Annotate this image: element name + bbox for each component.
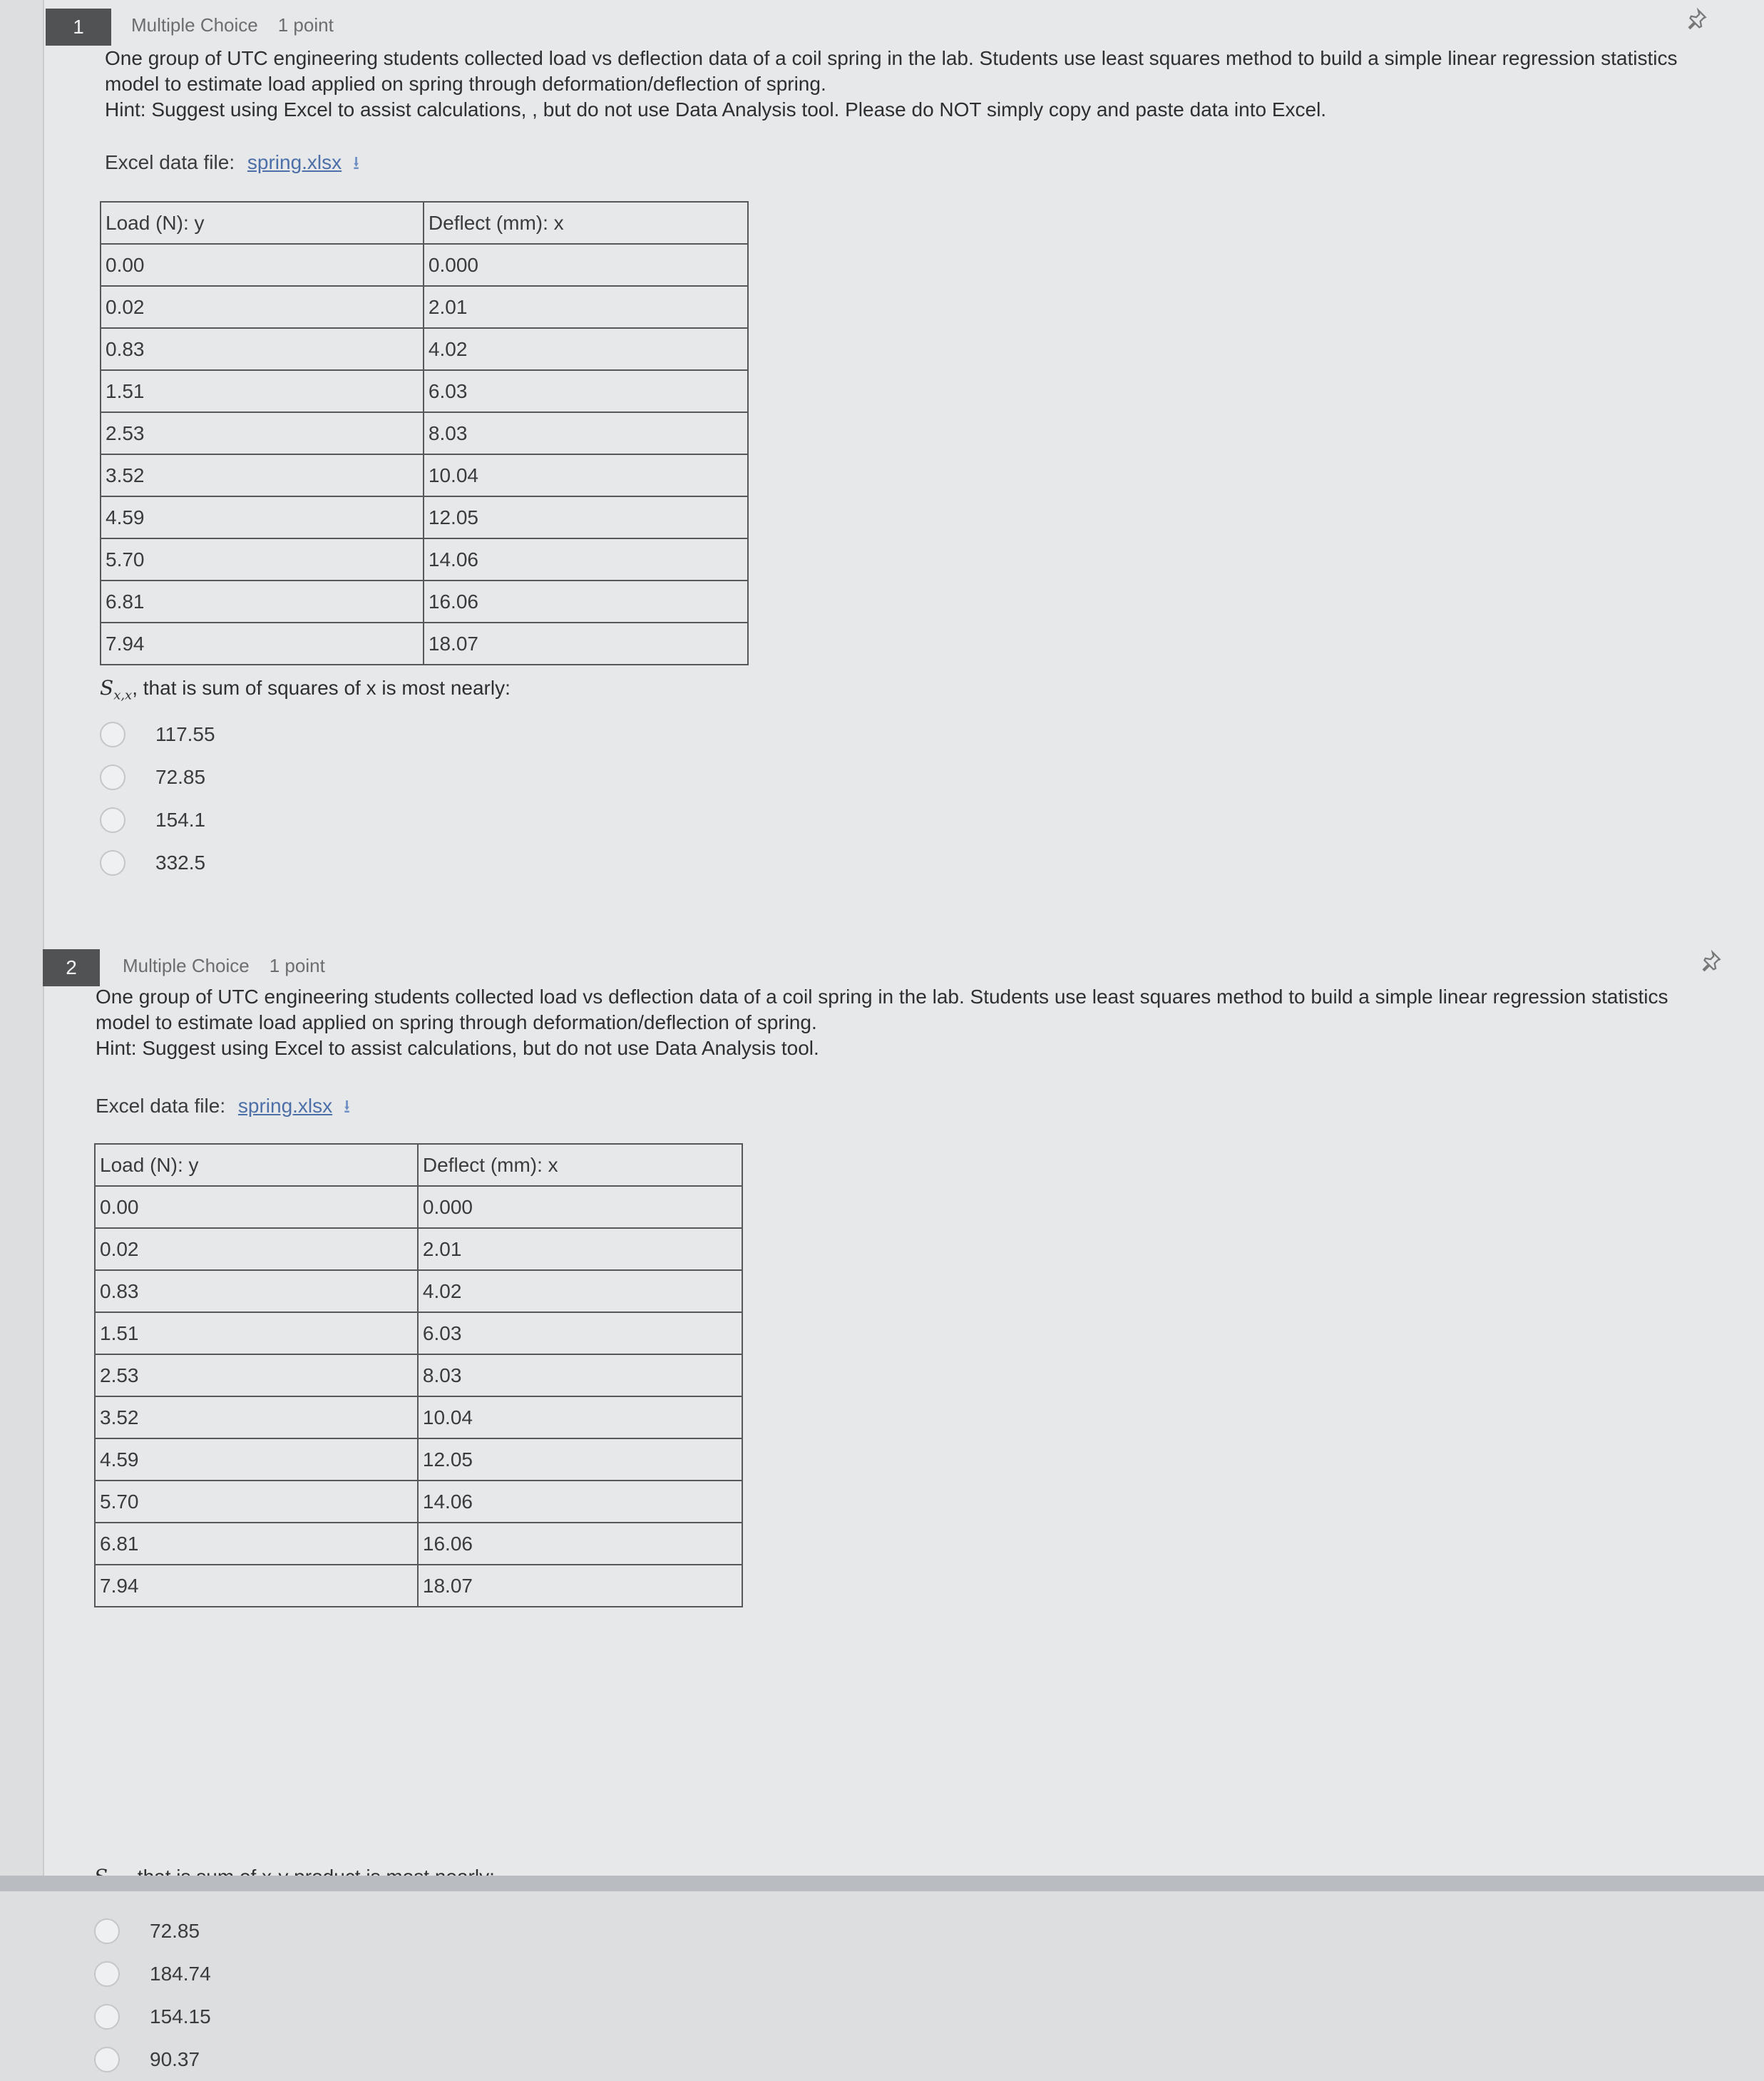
table-header-row — [101, 202, 748, 244]
table-row — [95, 1438, 742, 1481]
question-meta — [123, 955, 325, 977]
prompt-line: Hint: Suggest using Excel to assist calculations, , but do not use Data Analysis tool. Please do NOT simply copy and paste data into Excel. — [105, 98, 1327, 121]
option-label: 184.74 — [150, 1963, 211, 1985]
answer-option[interactable] — [100, 713, 215, 756]
table-cell: 4.02 — [418, 1270, 742, 1312]
download-icon[interactable]: ⭳ — [352, 152, 360, 173]
data-table — [100, 201, 749, 665]
question-type: Multiple Choice — [123, 955, 250, 976]
table-cell: 7.94 — [95, 1565, 418, 1607]
table-cell: 5.70 — [101, 538, 424, 581]
table-cell: 8.03 — [424, 412, 748, 454]
table-row — [95, 1396, 742, 1438]
table-cell: 0.83 — [95, 1270, 418, 1312]
answer-option[interactable] — [100, 842, 215, 884]
table-cell: 2.01 — [424, 286, 748, 328]
table-cell: 3.52 — [95, 1396, 418, 1438]
table-row — [95, 1565, 742, 1607]
radio-button[interactable] — [100, 807, 125, 833]
table-cell: 4.59 — [101, 496, 424, 538]
column-header: Load (N): y — [95, 1144, 418, 1186]
table-cell: 5.70 — [95, 1481, 418, 1523]
stem-symbol: S — [100, 676, 114, 700]
download-icon[interactable]: ⭳ — [343, 1095, 351, 1117]
table-row — [101, 538, 748, 581]
table-row — [95, 1270, 742, 1312]
question-prompt — [105, 46, 1738, 123]
answer-option[interactable] — [94, 2038, 211, 2081]
table-cell: 0.000 — [424, 244, 748, 286]
table-row — [95, 1186, 742, 1228]
answer-options — [94, 1910, 211, 2081]
table-cell: 6.03 — [424, 370, 748, 412]
radio-button[interactable] — [94, 2004, 120, 2030]
table-cell: 7.94 — [101, 623, 424, 665]
data-file-label: Excel data file: — [96, 1095, 226, 1117]
table-cell: 12.05 — [424, 496, 748, 538]
prompt-line: One group of UTC engineering students collected load vs deflection data of a coil spring in the lab. Students use least squares method to build a simple linear regression statistics — [105, 47, 1678, 69]
data-file-row — [105, 150, 359, 181]
data-file-label: Excel data file: — [105, 151, 235, 173]
answer-option[interactable] — [100, 756, 215, 799]
table-cell: 6.81 — [95, 1523, 418, 1565]
table-cell: 0.83 — [101, 328, 424, 370]
table-cell: 16.06 — [424, 581, 748, 623]
prompt-line: Hint: Suggest using Excel to assist calculations, but do not use Data Analysis tool. — [96, 1037, 819, 1059]
table-row — [95, 1354, 742, 1396]
question-points: 1 point — [277, 14, 334, 36]
option-label: 90.37 — [150, 2048, 200, 2070]
table-cell: 6.81 — [101, 581, 424, 623]
table-cell: 0.02 — [95, 1228, 418, 1270]
answer-option[interactable] — [94, 1953, 211, 1995]
table-row — [101, 370, 748, 412]
answer-option[interactable] — [94, 1995, 211, 2038]
table-cell: 4.02 — [424, 328, 748, 370]
option-label: 332.5 — [155, 852, 206, 874]
table-cell: 4.59 — [95, 1438, 418, 1481]
option-label: 154.15 — [150, 2005, 211, 2028]
stem-text: , that is sum of squares of x is most nearly: — [132, 677, 511, 699]
option-label: 72.85 — [150, 1920, 200, 1942]
table-row — [101, 581, 748, 623]
table-cell: 1.51 — [95, 1312, 418, 1354]
radio-button[interactable] — [94, 1918, 120, 1944]
table-header-row — [95, 1144, 742, 1186]
answer-option[interactable] — [100, 799, 215, 842]
data-file-link[interactable]: spring.xlsx — [247, 151, 342, 173]
table-cell: 6.03 — [418, 1312, 742, 1354]
question-stem — [100, 676, 511, 703]
column-header: Deflect (mm): x — [424, 202, 748, 244]
data-table — [94, 1143, 743, 1607]
radio-button[interactable] — [100, 722, 125, 747]
radio-button[interactable] — [100, 765, 125, 790]
table-cell: 2.53 — [95, 1354, 418, 1396]
data-file-link[interactable]: spring.xlsx — [237, 1095, 333, 1117]
column-header: Deflect (mm): x — [418, 1144, 742, 1186]
table-cell: 0.00 — [101, 244, 424, 286]
prompt-line: model to estimate load applied on spring through deformation/deflection of spring. — [96, 1011, 817, 1033]
table-row — [101, 412, 748, 454]
prompt-line: One group of UTC engineering students collected load vs deflection data of a coil spring in the lab. Students use least squares method to build a simple linear regression statistics — [96, 986, 1668, 1008]
stem-subscript: x,x — [113, 687, 133, 703]
table-row — [101, 328, 748, 370]
question-meta — [131, 14, 334, 36]
table-cell: 18.07 — [418, 1565, 742, 1607]
table-cell: 0.000 — [418, 1186, 742, 1228]
radio-button[interactable] — [94, 1961, 120, 1987]
option-label: 154.1 — [155, 809, 206, 831]
answer-option[interactable] — [94, 1910, 211, 1953]
table-row — [95, 1228, 742, 1270]
table-cell: 14.06 — [424, 538, 748, 581]
table-row — [101, 454, 748, 496]
table-cell: 18.07 — [424, 623, 748, 665]
data-file-row — [96, 1093, 350, 1125]
question-type: Multiple Choice — [131, 14, 258, 36]
table-row — [101, 244, 748, 286]
table-cell: 2.01 — [418, 1228, 742, 1270]
quiz-page — [43, 0, 1764, 2070]
question-number: 2 — [43, 949, 100, 986]
table-cell: 1.51 — [101, 370, 424, 412]
table-cell: 10.04 — [418, 1396, 742, 1438]
radio-button[interactable] — [94, 2047, 120, 2072]
table-cell: 2.53 — [101, 412, 424, 454]
question-prompt — [96, 984, 1728, 1061]
bottom-edge — [0, 1876, 1764, 1891]
pin-icon[interactable] — [1684, 7, 1708, 31]
radio-button[interactable] — [100, 850, 125, 876]
table-cell: 16.06 — [418, 1523, 742, 1565]
table-row — [95, 1523, 742, 1565]
prompt-line: model to estimate load applied on spring through deformation/deflection of spring. — [105, 73, 826, 95]
question-number: 1 — [46, 9, 111, 46]
table-cell: 0.02 — [101, 286, 424, 328]
table-row — [101, 286, 748, 328]
pin-icon[interactable] — [1698, 949, 1723, 973]
table-cell: 0.00 — [95, 1186, 418, 1228]
table-cell: 12.05 — [418, 1438, 742, 1481]
table-row — [95, 1312, 742, 1354]
table-cell: 14.06 — [418, 1481, 742, 1523]
table-row — [95, 1481, 742, 1523]
option-label: 117.55 — [155, 723, 215, 745]
question-points: 1 point — [269, 955, 325, 976]
table-cell: 8.03 — [418, 1354, 742, 1396]
table-row — [101, 623, 748, 665]
table-cell: 3.52 — [101, 454, 424, 496]
option-label: 72.85 — [155, 766, 206, 788]
column-header: Load (N): y — [101, 202, 424, 244]
answer-options — [100, 713, 215, 884]
table-cell: 10.04 — [424, 454, 748, 496]
table-row — [101, 496, 748, 538]
